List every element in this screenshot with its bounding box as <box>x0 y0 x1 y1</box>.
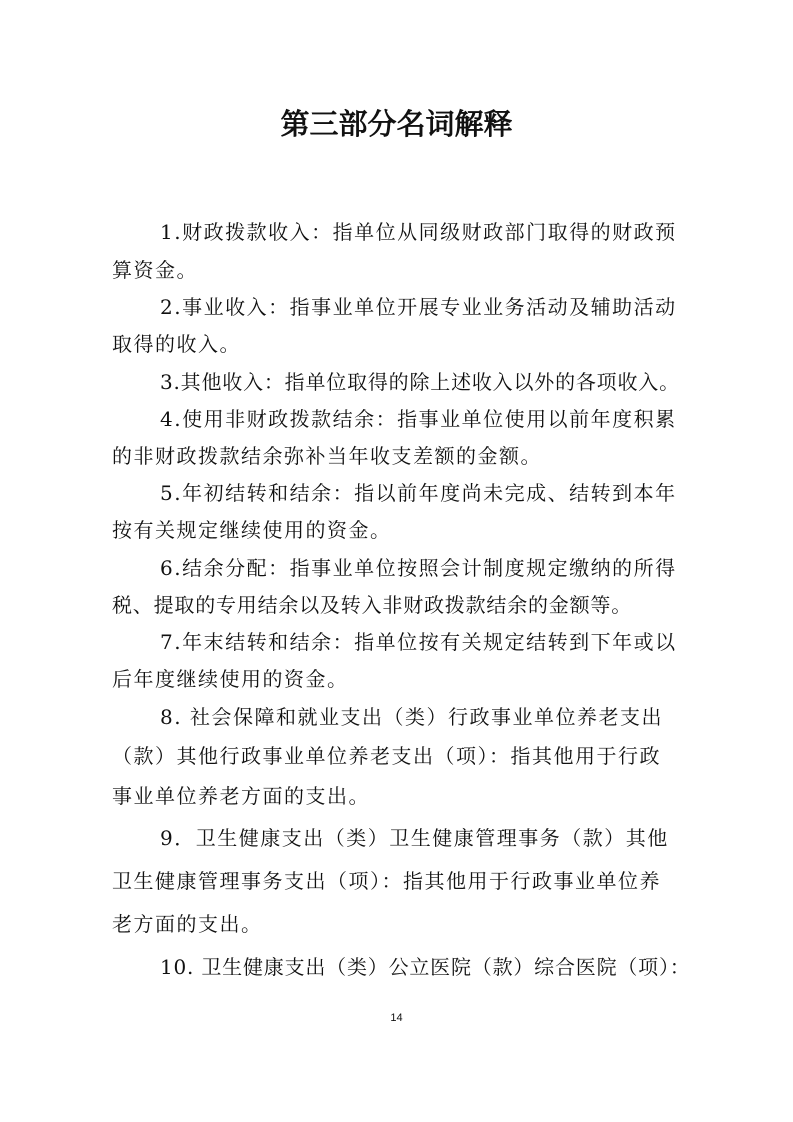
paragraph-8-line-1: 8. 社会保障和就业支出（类）行政事业单位养老支出 <box>160 705 663 729</box>
paragraph-1-line-1: 1.财政拨款收入：指单位从同级财政部门取得的财政预 <box>160 220 677 244</box>
paragraph-2-line-2: 取得的收入。 <box>112 332 241 356</box>
paragraph-8-line-2: （款）其他行政事业单位养老支出（项）：指其他用于行政 <box>112 744 661 768</box>
page-number: 14 <box>390 1012 403 1024</box>
paragraph-7-line-2: 后年度继续使用的资金。 <box>112 667 349 691</box>
paragraph-1-line-2: 算资金。 <box>112 258 198 282</box>
page-title: 第三部分名词解释 <box>280 107 513 141</box>
paragraph-9-line-2: 卫生健康管理事务支出（项）：指其他用于行政事业单位养 <box>112 869 661 893</box>
paragraph-2-line-1: 2.事业收入：指事业单位开展专业业务活动及辅助活动 <box>160 295 677 319</box>
paragraph-9-line-1: 9．卫生健康支出（类）卫生健康管理事务（款）其他 <box>160 826 669 850</box>
paragraph-6-line-1: 6.结余分配：指事业单位按照会计制度规定缴纳的所得 <box>160 556 677 580</box>
paragraph-8-line-3: 事业单位养老方面的支出。 <box>112 784 370 808</box>
paragraph-4-line-2: 的非财政拨款结余弥补当年收支差额的金额。 <box>112 444 542 468</box>
paragraph-6-line-2: 税、提取的专用结余以及转入非财政拨款结余的金额等。 <box>112 593 632 617</box>
paragraph-5-line-1: 5.年初结转和结余：指以前年度尚未完成、结转到本年 <box>160 481 677 505</box>
paragraph-3-line-1: 3.其他收入：指单位取得的除上述收入以外的各项收入。 <box>160 370 680 394</box>
paragraph-4-line-1: 4.使用非财政拨款结余：指事业单位使用以前年度积累 <box>160 407 677 431</box>
paragraph-10-line-1: 10. 卫生健康支出（类）公立医院（款）综合医院（项）： <box>160 955 691 979</box>
paragraph-7-line-1: 7.年末结转和结余：指单位按有关规定结转到下年或以 <box>160 630 677 654</box>
paragraph-9-line-3: 老方面的支出。 <box>112 912 263 936</box>
paragraph-5-line-2: 按有关规定继续使用的资金。 <box>112 518 392 542</box>
